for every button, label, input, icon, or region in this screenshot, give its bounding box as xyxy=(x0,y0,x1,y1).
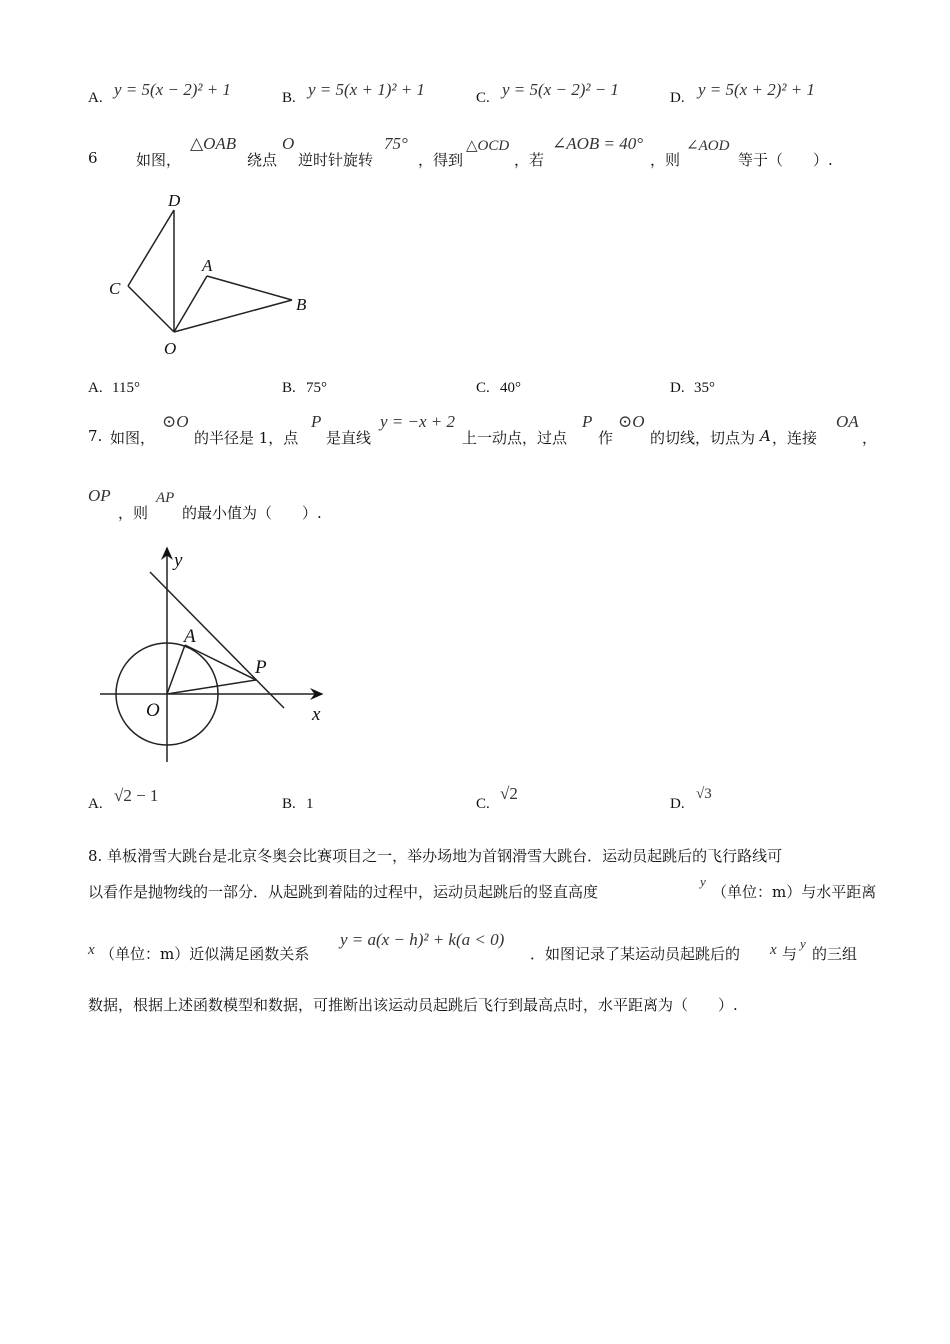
q5-option-c-label: C. xyxy=(476,90,490,106)
q8-math-x: x xyxy=(88,942,95,958)
q7-label-p: P xyxy=(255,657,267,678)
q8-math-function: y = a(x − h)² + k(a < 0) xyxy=(340,930,505,949)
q6-option-c-label: C. xyxy=(476,380,490,396)
q7-option-a-label: A. xyxy=(88,796,103,812)
q6-label-o: O xyxy=(164,339,177,358)
q7-math-line: y = −x + 2 xyxy=(380,412,456,431)
q6-text: ，若 xyxy=(514,151,545,169)
q6-label-d: D xyxy=(168,191,181,210)
q7-segment-op xyxy=(167,680,256,694)
q7-label-o: O xyxy=(146,700,160,721)
q7-math-circle-o: ⊙O xyxy=(162,412,189,431)
q6-segment-ab xyxy=(207,276,292,300)
q7-option-a-value: √2 − 1 xyxy=(114,786,159,805)
q6-math-triangle-oab: △OAB xyxy=(190,134,237,153)
q6-label-b: B xyxy=(296,295,307,314)
q6-text: 逆时针旋转 xyxy=(298,151,374,169)
q7-segment-oa xyxy=(167,645,185,694)
q6-segment-co xyxy=(128,286,174,332)
q8-line-2-text: 以看作是抛物线的一部分．从起跳到着陆的过程中，运动员起跳后的竖直高度 xyxy=(88,883,599,901)
q5-option-b-label: B. xyxy=(282,90,296,106)
q5-option-d-label: D. xyxy=(670,90,685,106)
q6-label-c: C xyxy=(109,279,121,298)
q6-text: 如图， xyxy=(136,151,182,169)
q7-option-c-label: C. xyxy=(476,796,490,812)
q7-text: 的最小值为（ ）. xyxy=(182,504,322,522)
q6-option-d-value: 35° xyxy=(694,380,715,396)
q7-label-x: x xyxy=(312,704,321,725)
q6-math-angle-aod: ∠AOD xyxy=(686,138,730,154)
q8-line-2-text: （单位：m）与水平距离 xyxy=(712,883,877,901)
q5-option-c-expr: y = 5(x − 2)² − 1 xyxy=(502,80,619,99)
q7-math-ap: AP xyxy=(156,490,175,506)
q7-option-d-value: √3 xyxy=(696,786,712,802)
q8-line-1: 8. 单板滑雪大跳台是北京冬奥会比赛项目之一，举办场地为首钢滑雪大跳台．运动员起跳后的飞行路线可 xyxy=(88,847,783,865)
q7-option-b-label: B. xyxy=(282,796,296,812)
q5-option-b-expr: y = 5(x + 1)² + 1 xyxy=(308,80,425,99)
q7-text-a: A xyxy=(760,427,771,445)
q6-text: 等于（ ）. xyxy=(738,151,833,169)
q6-text: ，得到 xyxy=(418,151,464,169)
q6-text: 绕点 xyxy=(247,151,278,169)
q6-segment-bo xyxy=(174,300,292,332)
q7-math-p: P xyxy=(311,412,322,431)
q7-text: 作 xyxy=(598,429,614,447)
q8-line-3-text: ．如图记录了某运动员起跳后的 xyxy=(530,945,741,963)
q6-option-a-label: A. xyxy=(88,380,103,396)
q6-text: ，则 xyxy=(650,151,681,169)
q7-option-d-label: D. xyxy=(670,796,685,812)
q6-math-o: O xyxy=(282,134,295,153)
q6-segment-dc xyxy=(128,210,174,286)
q8-math-x: x xyxy=(770,942,777,958)
q6-math-angle-aob: ∠AOB = 40° xyxy=(552,134,644,153)
q8-math-y: y xyxy=(700,874,706,889)
q7-text: 的切线，切点为 xyxy=(650,429,756,447)
q7-label-a: A xyxy=(184,626,196,647)
q7-math-circle-o: ⊙O xyxy=(618,412,645,431)
q7-text: ，则 xyxy=(118,504,149,522)
q7-math-oa: OA xyxy=(836,412,859,431)
q6-figure xyxy=(100,188,320,358)
q6-label-a: A xyxy=(202,256,213,275)
q7-option-c-value: √2 xyxy=(500,784,518,803)
q7-text: ，连接 xyxy=(772,429,818,447)
q7-text: 的半径是 1，点 xyxy=(194,429,299,447)
q7-segment-ap xyxy=(185,645,256,680)
q6-option-d-label: D. xyxy=(670,380,685,396)
q5-option-a-expr: y = 5(x − 2)² + 1 xyxy=(114,80,231,99)
q7-math-p: P xyxy=(582,412,593,431)
q7-math-op: OP xyxy=(88,486,111,505)
q6-segment-oa xyxy=(174,276,207,332)
q6-option-a-value: 115° xyxy=(112,380,140,396)
q8-line-3-text: （单位：m）近似满足函数关系 xyxy=(100,945,310,963)
q6-math-triangle-ocd: △OCD xyxy=(466,138,510,154)
q7-text: 是直线 xyxy=(326,429,372,447)
q6-option-b-label: B. xyxy=(282,380,296,396)
q5-option-a-label: A. xyxy=(88,90,103,106)
q8-line-4: 数据，根据上述函数模型和数据，可推断出该运动员起跳后飞行到最高点时，水平距离为（ ）. xyxy=(88,996,738,1014)
q8-line-3-text: 与 xyxy=(782,945,798,963)
q6-option-b-value: 75° xyxy=(306,380,327,396)
q6-math-angle: 75° xyxy=(384,134,408,153)
q8-math-y: y xyxy=(800,936,806,951)
q6-option-c-value: 40° xyxy=(500,380,521,396)
q7-text: 上一动点，过点 xyxy=(462,429,568,447)
q6-number: 6 xyxy=(88,149,98,167)
q7-text: 如图， xyxy=(110,429,156,447)
q8-line-3-text: 的三组 xyxy=(812,945,858,963)
q7-text: ， xyxy=(862,429,878,447)
q7-option-b-value: 1 xyxy=(306,796,314,812)
q7-number: 7. xyxy=(88,427,103,445)
q7-label-y: y xyxy=(174,550,183,571)
q7-figure xyxy=(96,540,336,770)
q5-option-d-expr: y = 5(x + 2)² + 1 xyxy=(698,80,815,99)
